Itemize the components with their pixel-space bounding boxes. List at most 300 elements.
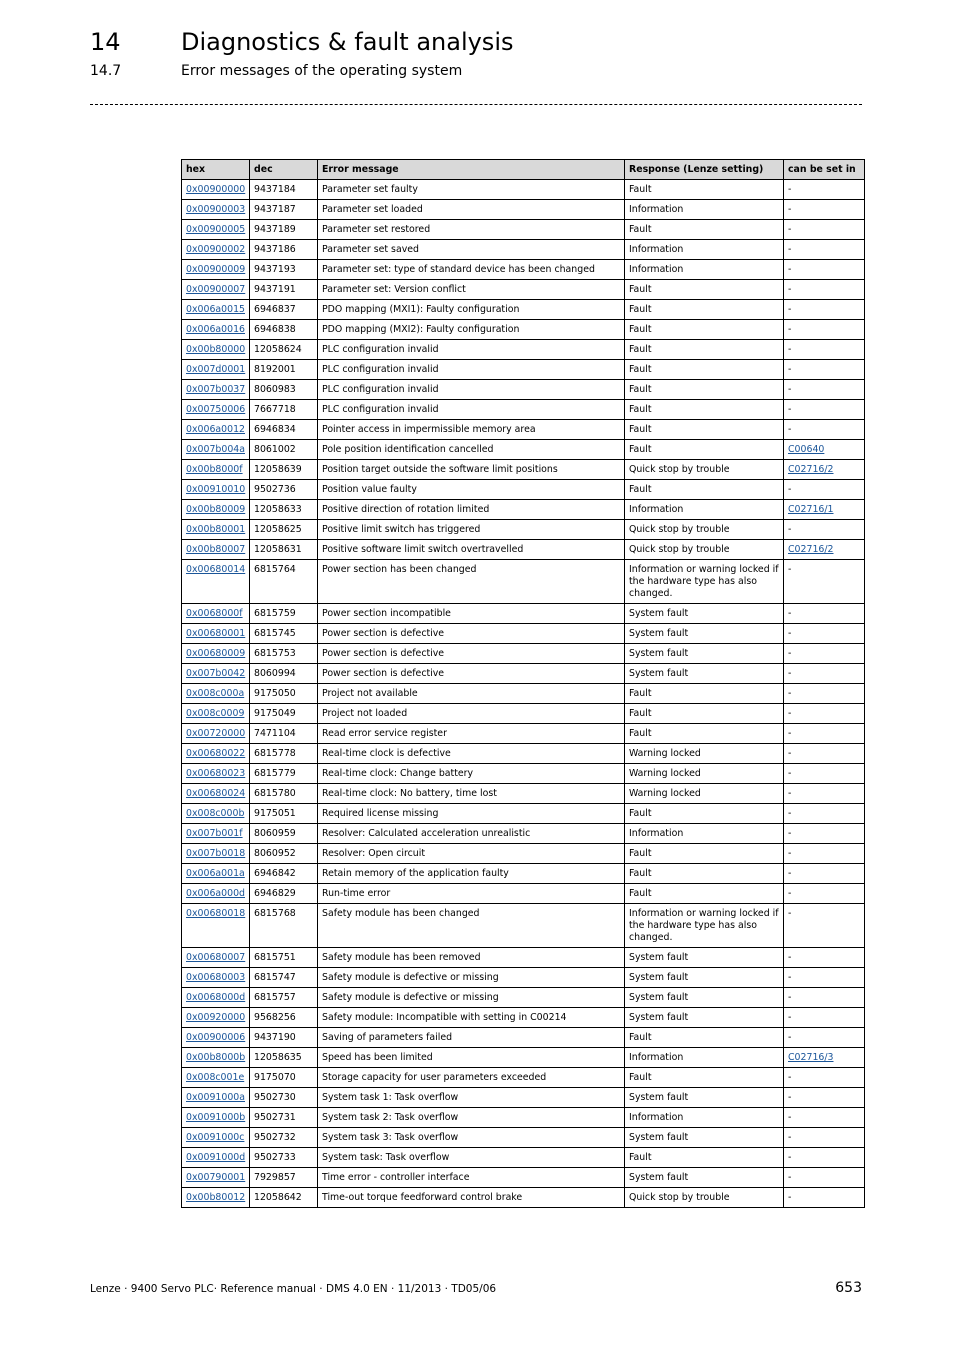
dec-cell: 6946837 bbox=[250, 300, 318, 320]
table-row bbox=[182, 904, 865, 948]
parameter-link[interactable]: C02716/2 bbox=[788, 544, 834, 555]
table-row bbox=[182, 644, 865, 664]
hex-cell bbox=[182, 968, 250, 988]
dec-cell: 8061002 bbox=[250, 440, 318, 460]
can-be-set-in-cell: - bbox=[784, 724, 865, 744]
column-header-dec: dec bbox=[250, 160, 318, 180]
can-be-set-in-cell: - bbox=[784, 520, 865, 540]
section-title: Error messages of the operating system bbox=[181, 63, 463, 79]
hex-code-link[interactable]: 0x00900002 bbox=[186, 244, 246, 255]
response-cell: System fault bbox=[625, 1008, 784, 1028]
hex-cell bbox=[182, 220, 250, 240]
hex-code-link[interactable]: 0x006a0012 bbox=[186, 424, 246, 435]
dec-cell: 7471104 bbox=[250, 724, 318, 744]
hex-code-link[interactable]: 0x0068000f bbox=[186, 608, 243, 619]
dec-cell: 6815757 bbox=[250, 988, 318, 1008]
dec-cell: 9437193 bbox=[250, 260, 318, 280]
dec-cell: 12058631 bbox=[250, 540, 318, 560]
error-message-cell: Safety module has been removed bbox=[318, 948, 625, 968]
response-cell: System fault bbox=[625, 968, 784, 988]
response-cell: System fault bbox=[625, 624, 784, 644]
table-row bbox=[182, 804, 865, 824]
can-be-set-in-cell bbox=[784, 460, 865, 480]
hex-cell bbox=[182, 824, 250, 844]
error-message-cell: Safety module has been changed bbox=[318, 904, 625, 948]
can-be-set-in-cell: - bbox=[784, 904, 865, 948]
dec-cell: 8060959 bbox=[250, 824, 318, 844]
error-messages-table bbox=[181, 159, 865, 1208]
error-message-cell: Pointer access in impermissible memory area bbox=[318, 420, 625, 440]
table-row bbox=[182, 440, 865, 460]
can-be-set-in-cell: - bbox=[784, 380, 865, 400]
can-be-set-in-cell: - bbox=[784, 200, 865, 220]
parameter-link[interactable]: C02716/2 bbox=[788, 464, 834, 475]
table-row bbox=[182, 280, 865, 300]
can-be-set-in-cell: - bbox=[784, 340, 865, 360]
dec-cell: 6946829 bbox=[250, 884, 318, 904]
hex-code-link[interactable]: 0x00720000 bbox=[186, 728, 246, 739]
dec-cell: 6815759 bbox=[250, 604, 318, 624]
hex-cell bbox=[182, 764, 250, 784]
table-row bbox=[182, 744, 865, 764]
hex-code-link[interactable]: 0x00b80012 bbox=[186, 1192, 246, 1203]
hex-code-link[interactable]: 0x00680007 bbox=[186, 952, 246, 963]
dec-cell: 12058624 bbox=[250, 340, 318, 360]
hex-cell bbox=[182, 1068, 250, 1088]
table-row bbox=[182, 824, 865, 844]
hex-code-link[interactable]: 0x00900005 bbox=[186, 224, 246, 235]
error-message-cell: Resolver: Calculated acceleration unrealistic bbox=[318, 824, 625, 844]
hex-code-link[interactable]: 0x006a000d bbox=[186, 888, 245, 899]
can-be-set-in-cell: - bbox=[784, 624, 865, 644]
can-be-set-in-cell: - bbox=[784, 704, 865, 724]
dec-cell: 9437189 bbox=[250, 220, 318, 240]
column-header-hex: hex bbox=[182, 160, 250, 180]
hex-code-link[interactable]: 0x007b0042 bbox=[186, 668, 246, 679]
hex-cell bbox=[182, 724, 250, 744]
error-message-cell: Power section is defective bbox=[318, 664, 625, 684]
hex-cell bbox=[182, 240, 250, 260]
response-cell: System fault bbox=[625, 1168, 784, 1188]
table-row bbox=[182, 180, 865, 200]
response-cell: Fault bbox=[625, 300, 784, 320]
hex-cell bbox=[182, 1028, 250, 1048]
response-cell: System fault bbox=[625, 604, 784, 624]
dec-cell: 9502733 bbox=[250, 1148, 318, 1168]
can-be-set-in-cell: - bbox=[784, 1148, 865, 1168]
response-cell: Fault bbox=[625, 440, 784, 460]
can-be-set-in-cell: - bbox=[784, 1028, 865, 1048]
can-be-set-in-cell: - bbox=[784, 260, 865, 280]
hex-cell bbox=[182, 804, 250, 824]
hex-code-link[interactable]: 0x00900006 bbox=[186, 1032, 246, 1043]
dec-cell: 6815768 bbox=[250, 904, 318, 948]
response-cell: Quick stop by trouble bbox=[625, 540, 784, 560]
hex-code-link[interactable]: 0x00680022 bbox=[186, 748, 246, 759]
dec-cell: 9437186 bbox=[250, 240, 318, 260]
error-message-cell: Required license missing bbox=[318, 804, 625, 824]
hex-cell bbox=[182, 704, 250, 724]
hex-code-link[interactable]: 0x007b004a bbox=[186, 444, 245, 455]
error-message-cell: Safety module: Incompatible with setting in C00214 bbox=[318, 1008, 625, 1028]
can-be-set-in-cell: - bbox=[784, 1128, 865, 1148]
response-cell: Information or warning locked if the hardware type has also changed. bbox=[625, 560, 784, 604]
hex-code-link[interactable]: 0x0068000d bbox=[186, 992, 246, 1003]
can-be-set-in-cell: - bbox=[784, 784, 865, 804]
dec-cell: 12058642 bbox=[250, 1188, 318, 1208]
response-cell: System fault bbox=[625, 644, 784, 664]
can-be-set-in-cell bbox=[784, 440, 865, 460]
hex-code-link[interactable]: 0x00910010 bbox=[186, 484, 246, 495]
hex-code-link[interactable]: 0x00900003 bbox=[186, 204, 246, 215]
error-message-cell: Time error - controller interface bbox=[318, 1168, 625, 1188]
hex-code-link[interactable]: 0x00750006 bbox=[186, 404, 246, 415]
hex-code-link[interactable]: 0x00680003 bbox=[186, 972, 246, 983]
hex-cell bbox=[182, 1048, 250, 1068]
section-number: 14.7 bbox=[90, 63, 122, 79]
parameter-link[interactable]: C00640 bbox=[788, 444, 825, 455]
table-row bbox=[182, 320, 865, 340]
response-cell: Information bbox=[625, 824, 784, 844]
table-row bbox=[182, 1008, 865, 1028]
hex-code-link[interactable]: 0x008c0009 bbox=[186, 708, 245, 719]
hex-code-link[interactable]: 0x00b80007 bbox=[186, 544, 246, 555]
dec-cell: 6815780 bbox=[250, 784, 318, 804]
can-be-set-in-cell: - bbox=[784, 744, 865, 764]
hex-code-link[interactable]: 0x00680014 bbox=[186, 564, 246, 575]
hex-code-link[interactable]: 0x008c000a bbox=[186, 688, 245, 699]
response-cell: Fault bbox=[625, 884, 784, 904]
response-cell: Information bbox=[625, 1048, 784, 1068]
chapter-number: 14 bbox=[90, 28, 121, 56]
dec-cell: 9175070 bbox=[250, 1068, 318, 1088]
hex-cell bbox=[182, 560, 250, 604]
hex-cell bbox=[182, 460, 250, 480]
table-row bbox=[182, 1168, 865, 1188]
hex-code-link[interactable]: 0x00b80009 bbox=[186, 504, 246, 515]
hex-cell bbox=[182, 604, 250, 624]
response-cell: System fault bbox=[625, 1088, 784, 1108]
hex-code-link[interactable]: 0x00b8000b bbox=[186, 1052, 246, 1063]
response-cell: Fault bbox=[625, 380, 784, 400]
hex-cell bbox=[182, 440, 250, 460]
hex-cell bbox=[182, 1168, 250, 1188]
hex-cell bbox=[182, 180, 250, 200]
table-row bbox=[182, 604, 865, 624]
response-cell: System fault bbox=[625, 664, 784, 684]
hex-cell bbox=[182, 1108, 250, 1128]
hex-code-link[interactable]: 0x008c000b bbox=[186, 808, 245, 819]
table-row bbox=[182, 884, 865, 904]
response-cell: Warning locked bbox=[625, 784, 784, 804]
table-row bbox=[182, 624, 865, 644]
can-be-set-in-cell: - bbox=[784, 824, 865, 844]
response-cell: Fault bbox=[625, 320, 784, 340]
hex-cell bbox=[182, 948, 250, 968]
response-cell: Fault bbox=[625, 420, 784, 440]
response-cell: Information bbox=[625, 240, 784, 260]
hex-code-link[interactable]: 0x00790001 bbox=[186, 1172, 246, 1183]
table-row bbox=[182, 684, 865, 704]
error-message-cell: Parameter set faulty bbox=[318, 180, 625, 200]
error-message-cell: Positive limit switch has triggered bbox=[318, 520, 625, 540]
error-message-cell: Real-time clock is defective bbox=[318, 744, 625, 764]
error-message-cell: Positive direction of rotation limited bbox=[318, 500, 625, 520]
page-number: 653 bbox=[835, 1280, 862, 1296]
error-message-cell: System task 3: Task overflow bbox=[318, 1128, 625, 1148]
table-row bbox=[182, 300, 865, 320]
table-row bbox=[182, 664, 865, 684]
error-message-cell: Safety module is defective or missing bbox=[318, 968, 625, 988]
hex-code-link[interactable]: 0x00900000 bbox=[186, 184, 246, 195]
response-cell: Information bbox=[625, 1108, 784, 1128]
can-be-set-in-cell: - bbox=[784, 220, 865, 240]
can-be-set-in-cell: - bbox=[784, 948, 865, 968]
table-row bbox=[182, 1188, 865, 1208]
dec-cell: 12058625 bbox=[250, 520, 318, 540]
error-message-cell: Parameter set: type of standard device has been changed bbox=[318, 260, 625, 280]
table-row bbox=[182, 1088, 865, 1108]
can-be-set-in-cell: - bbox=[784, 864, 865, 884]
response-cell: System fault bbox=[625, 948, 784, 968]
hex-code-link[interactable]: 0x0091000c bbox=[186, 1132, 245, 1143]
hex-code-link[interactable]: 0x007b0018 bbox=[186, 848, 246, 859]
hex-code-link[interactable]: 0x00680009 bbox=[186, 648, 246, 659]
error-message-cell: Read error service register bbox=[318, 724, 625, 744]
can-be-set-in-cell: - bbox=[784, 844, 865, 864]
hex-code-link[interactable]: 0x006a0015 bbox=[186, 304, 246, 315]
error-message-cell: Parameter set loaded bbox=[318, 200, 625, 220]
dec-cell: 7929857 bbox=[250, 1168, 318, 1188]
hex-code-link[interactable]: 0x00680001 bbox=[186, 628, 246, 639]
response-cell: Fault bbox=[625, 180, 784, 200]
table-row bbox=[182, 1108, 865, 1128]
error-message-cell: Project not available bbox=[318, 684, 625, 704]
hex-cell bbox=[182, 300, 250, 320]
error-message-cell: PDO mapping (MXI2): Faulty configuration bbox=[318, 320, 625, 340]
dec-cell: 12058639 bbox=[250, 460, 318, 480]
table-row bbox=[182, 500, 865, 520]
dec-cell: 9502731 bbox=[250, 1108, 318, 1128]
error-message-cell: Power section incompatible bbox=[318, 604, 625, 624]
hex-cell bbox=[182, 480, 250, 500]
dec-cell: 9437191 bbox=[250, 280, 318, 300]
hex-code-link[interactable]: 0x0091000d bbox=[186, 1152, 246, 1163]
error-message-cell: Retain memory of the application faulty bbox=[318, 864, 625, 884]
hex-cell bbox=[182, 744, 250, 764]
table-row bbox=[182, 260, 865, 280]
table-row bbox=[182, 968, 865, 988]
chapter-title: Diagnostics & fault analysis bbox=[181, 28, 514, 56]
hex-cell bbox=[182, 864, 250, 884]
can-be-set-in-cell bbox=[784, 540, 865, 560]
error-message-cell: System task 2: Task overflow bbox=[318, 1108, 625, 1128]
can-be-set-in-cell: - bbox=[784, 240, 865, 260]
response-cell: Fault bbox=[625, 280, 784, 300]
response-cell: Fault bbox=[625, 804, 784, 824]
response-cell: Fault bbox=[625, 724, 784, 744]
response-cell: Quick stop by trouble bbox=[625, 520, 784, 540]
error-message-cell: Run-time error bbox=[318, 884, 625, 904]
table-row bbox=[182, 1068, 865, 1088]
response-cell: Fault bbox=[625, 400, 784, 420]
error-message-cell: Storage capacity for user parameters exceeded bbox=[318, 1068, 625, 1088]
response-cell: Fault bbox=[625, 480, 784, 500]
can-be-set-in-cell: - bbox=[784, 884, 865, 904]
error-message-cell: PLC configuration invalid bbox=[318, 380, 625, 400]
column-header-response: Response (Lenze setting) bbox=[625, 160, 784, 180]
response-cell: Information bbox=[625, 500, 784, 520]
hex-cell bbox=[182, 904, 250, 948]
table-row bbox=[182, 1028, 865, 1048]
hex-cell bbox=[182, 844, 250, 864]
hex-code-link[interactable]: 0x00b80001 bbox=[186, 524, 246, 535]
hex-cell bbox=[182, 380, 250, 400]
hex-code-link[interactable]: 0x00680024 bbox=[186, 788, 246, 799]
dec-cell: 9175050 bbox=[250, 684, 318, 704]
dec-cell: 9437187 bbox=[250, 200, 318, 220]
hex-code-link[interactable]: 0x00900009 bbox=[186, 264, 246, 275]
table-row bbox=[182, 784, 865, 804]
error-message-cell: Project not loaded bbox=[318, 704, 625, 724]
dec-cell: 9437190 bbox=[250, 1028, 318, 1048]
table-row bbox=[182, 200, 865, 220]
table-row bbox=[182, 988, 865, 1008]
error-message-cell: Power section is defective bbox=[318, 644, 625, 664]
hex-code-link[interactable]: 0x00680018 bbox=[186, 908, 246, 919]
error-message-cell: PLC configuration invalid bbox=[318, 400, 625, 420]
dec-cell: 9175051 bbox=[250, 804, 318, 824]
hex-code-link[interactable]: 0x007d0001 bbox=[186, 364, 246, 375]
hex-cell bbox=[182, 540, 250, 560]
dec-cell: 7667718 bbox=[250, 400, 318, 420]
hex-cell bbox=[182, 884, 250, 904]
response-cell: Quick stop by trouble bbox=[625, 1188, 784, 1208]
hex-cell bbox=[182, 784, 250, 804]
response-cell: System fault bbox=[625, 1128, 784, 1148]
hex-code-link[interactable]: 0x0091000a bbox=[186, 1092, 246, 1103]
table-row bbox=[182, 560, 865, 604]
dec-cell: 12058635 bbox=[250, 1048, 318, 1068]
can-be-set-in-cell: - bbox=[784, 360, 865, 380]
error-message-cell: Power section has been changed bbox=[318, 560, 625, 604]
hex-cell bbox=[182, 1008, 250, 1028]
can-be-set-in-cell: - bbox=[784, 664, 865, 684]
hex-code-link[interactable]: 0x0091000b bbox=[186, 1112, 246, 1123]
response-cell: System fault bbox=[625, 988, 784, 1008]
error-message-cell: System task: Task overflow bbox=[318, 1148, 625, 1168]
hex-cell bbox=[182, 1088, 250, 1108]
hex-cell bbox=[182, 988, 250, 1008]
dec-cell: 6946838 bbox=[250, 320, 318, 340]
hex-code-link[interactable]: 0x006a0016 bbox=[186, 324, 246, 335]
dec-cell: 8060952 bbox=[250, 844, 318, 864]
error-message-cell: PLC configuration invalid bbox=[318, 340, 625, 360]
can-be-set-in-cell: - bbox=[784, 480, 865, 500]
table-row bbox=[182, 220, 865, 240]
hex-code-link[interactable]: 0x00b80000 bbox=[186, 344, 246, 355]
hex-cell bbox=[182, 1188, 250, 1208]
hex-code-link[interactable]: 0x00680023 bbox=[186, 768, 246, 779]
parameter-link[interactable]: C02716/1 bbox=[788, 504, 834, 515]
table-row bbox=[182, 764, 865, 784]
error-message-cell: Parameter set restored bbox=[318, 220, 625, 240]
hex-code-link[interactable]: 0x006a001a bbox=[186, 868, 245, 879]
dec-cell: 6815745 bbox=[250, 624, 318, 644]
hex-code-link[interactable]: 0x008c001e bbox=[186, 1072, 245, 1083]
response-cell: Warning locked bbox=[625, 744, 784, 764]
hex-cell bbox=[182, 260, 250, 280]
dec-cell: 6815778 bbox=[250, 744, 318, 764]
error-message-cell: Parameter set saved bbox=[318, 240, 625, 260]
table-row bbox=[182, 400, 865, 420]
table-row bbox=[182, 1148, 865, 1168]
can-be-set-in-cell: - bbox=[784, 1088, 865, 1108]
hex-cell bbox=[182, 1128, 250, 1148]
table-row bbox=[182, 480, 865, 500]
can-be-set-in-cell: - bbox=[784, 988, 865, 1008]
error-message-cell: Safety module is defective or missing bbox=[318, 988, 625, 1008]
response-cell: Fault bbox=[625, 1148, 784, 1168]
table-row bbox=[182, 380, 865, 400]
can-be-set-in-cell: - bbox=[784, 1008, 865, 1028]
hex-cell bbox=[182, 340, 250, 360]
dec-cell: 6815751 bbox=[250, 948, 318, 968]
response-cell: Fault bbox=[625, 864, 784, 884]
hex-cell bbox=[182, 320, 250, 340]
hex-cell bbox=[182, 400, 250, 420]
can-be-set-in-cell: - bbox=[784, 320, 865, 340]
hex-cell bbox=[182, 420, 250, 440]
can-be-set-in-cell: - bbox=[784, 968, 865, 988]
can-be-set-in-cell: - bbox=[784, 1068, 865, 1088]
error-message-cell: Resolver: Open circuit bbox=[318, 844, 625, 864]
hex-code-link[interactable]: 0x00920000 bbox=[186, 1012, 246, 1023]
table-row bbox=[182, 360, 865, 380]
table-row bbox=[182, 948, 865, 968]
hex-code-link[interactable]: 0x00900007 bbox=[186, 284, 246, 295]
table-row bbox=[182, 1048, 865, 1068]
hex-code-link[interactable]: 0x007b001f bbox=[186, 828, 243, 839]
can-be-set-in-cell: - bbox=[784, 280, 865, 300]
dec-cell: 8060994 bbox=[250, 664, 318, 684]
error-message-cell: System task 1: Task overflow bbox=[318, 1088, 625, 1108]
can-be-set-in-cell: - bbox=[784, 804, 865, 824]
can-be-set-in-cell: - bbox=[784, 684, 865, 704]
error-message-cell: Positive software limit switch overtravelled bbox=[318, 540, 625, 560]
response-cell: Fault bbox=[625, 1068, 784, 1088]
response-cell: Warning locked bbox=[625, 764, 784, 784]
can-be-set-in-cell: - bbox=[784, 560, 865, 604]
parameter-link[interactable]: C02716/3 bbox=[788, 1052, 834, 1063]
hex-code-link[interactable]: 0x00b8000f bbox=[186, 464, 243, 475]
dec-cell: 6815747 bbox=[250, 968, 318, 988]
can-be-set-in-cell: - bbox=[784, 1108, 865, 1128]
can-be-set-in-cell: - bbox=[784, 764, 865, 784]
dec-cell: 9437184 bbox=[250, 180, 318, 200]
dec-cell: 12058633 bbox=[250, 500, 318, 520]
hex-code-link[interactable]: 0x007b0037 bbox=[186, 384, 246, 395]
response-cell: Fault bbox=[625, 360, 784, 380]
table-row bbox=[182, 340, 865, 360]
dec-cell: 9502736 bbox=[250, 480, 318, 500]
response-cell: Quick stop by trouble bbox=[625, 460, 784, 480]
error-message-cell: PDO mapping (MXI1): Faulty configuration bbox=[318, 300, 625, 320]
dec-cell: 6815779 bbox=[250, 764, 318, 784]
dec-cell: 9502730 bbox=[250, 1088, 318, 1108]
can-be-set-in-cell: - bbox=[784, 300, 865, 320]
table-row bbox=[182, 724, 865, 744]
